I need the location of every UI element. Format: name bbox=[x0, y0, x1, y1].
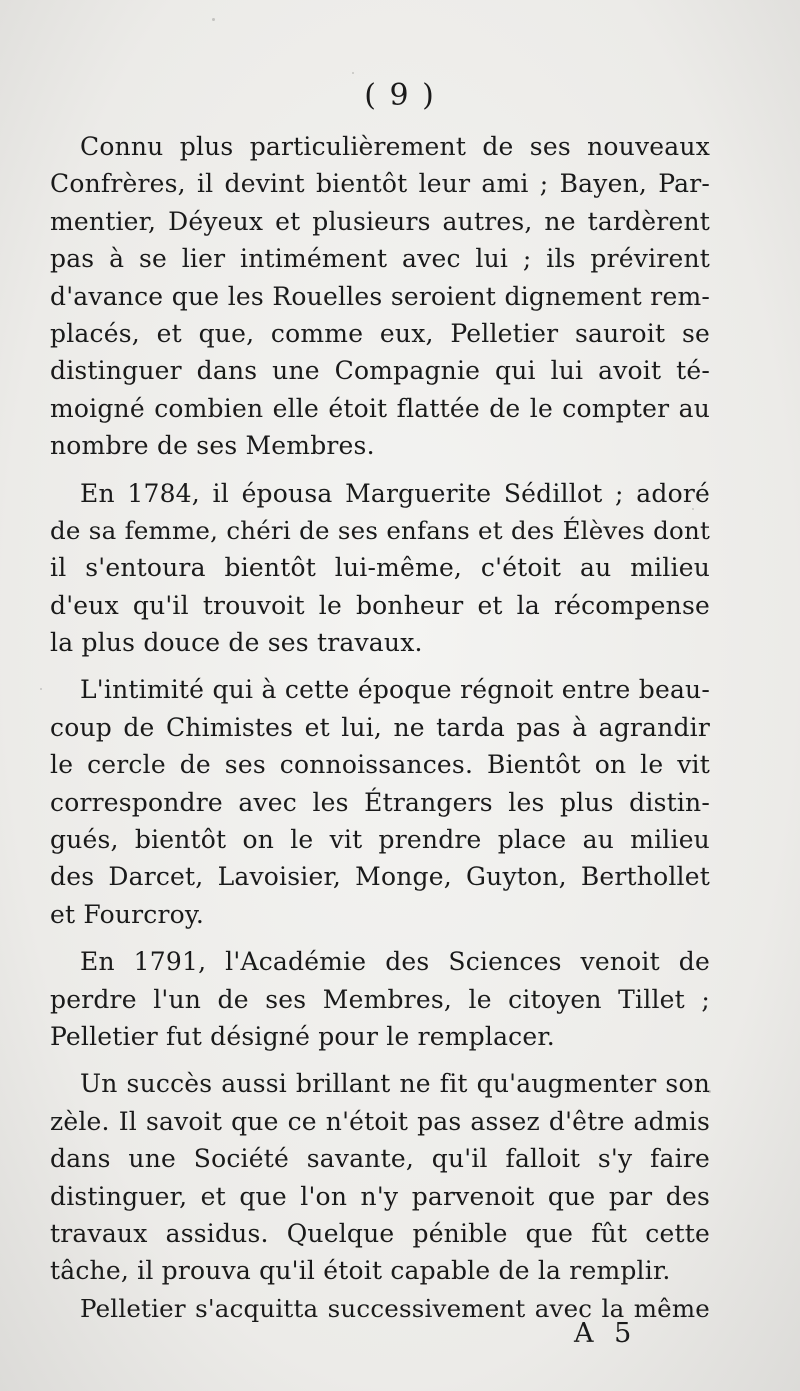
text-line: il s'entoura bientôt lui-même, c'étoit au milieu bbox=[50, 553, 710, 583]
signature-mark: A 5 bbox=[574, 1318, 638, 1349]
text-line: Confrères, il devint bientôt leur ami ; Bayen, Par- bbox=[50, 169, 710, 199]
body-text bbox=[50, 128, 710, 1327]
paper-speck bbox=[212, 18, 215, 21]
text-line: la plus douce de ses travaux. bbox=[50, 628, 423, 658]
text-line: gués, bientôt on le vit prendre place au milieu bbox=[50, 825, 710, 855]
text-line: distinguer, et que l'on n'y parvenoit que par des bbox=[50, 1181, 710, 1211]
text-line: perdre l'un de ses Membres, le citoyen Tillet ; bbox=[50, 984, 710, 1014]
text-line: placés, et que, comme eux, Pelletier sauroit se bbox=[50, 318, 710, 348]
paragraph bbox=[50, 943, 710, 1055]
text-line: Pelletier s'acquitta successivement avec la même bbox=[80, 1293, 710, 1323]
text-line: dans une Société savante, qu'il falloit s'y faire bbox=[50, 1144, 710, 1174]
text-line: le cercle de ses connoissances. Bientôt on le vit bbox=[50, 750, 710, 780]
paper-speck bbox=[352, 72, 354, 74]
text-line: moigné combien elle étoit flattée de le compter au bbox=[50, 393, 710, 423]
text-line: travaux assidus. Quelque pénible que fût cette bbox=[50, 1218, 710, 1248]
text-line: En 1784, il épousa Marguerite Sédillot ; adoré bbox=[80, 478, 710, 508]
text-line: pas à se lier intimément avec lui ; ils prévirent bbox=[50, 244, 710, 274]
text-line: mentier, Déyeux et plusieurs autres, ne tardèrent bbox=[50, 206, 710, 236]
text-line: Un succès aussi brillant ne fit qu'augmenter son bbox=[80, 1069, 710, 1099]
text-line: et Fourcroy. bbox=[50, 899, 205, 929]
text-line: d'eux qu'il trouvoit le bonheur et la récompense bbox=[50, 590, 710, 620]
paragraph bbox=[50, 1065, 710, 1289]
text-line: L'intimité qui à cette époque régnoit entre beau- bbox=[80, 675, 710, 705]
paragraph bbox=[50, 475, 710, 662]
paper-speck bbox=[40, 688, 42, 690]
text-line: des Darcet, Lavoisier, Monge, Guyton, Berthollet bbox=[50, 862, 710, 892]
text-line: zèle. Il savoit que ce n'étoit pas assez d'être admis bbox=[50, 1106, 710, 1136]
text-line: correspondre avec les Étrangers les plus distin- bbox=[50, 787, 710, 817]
text-line: tâche, il prouva qu'il étoit capable de la remplir. bbox=[50, 1256, 671, 1286]
text-line: nombre de ses Membres. bbox=[50, 431, 375, 461]
paragraph bbox=[50, 128, 710, 465]
text-line: d'avance que les Rouelles seroient dignement rem- bbox=[50, 281, 710, 311]
text-line: de sa femme, chéri de ses enfans et des Élèves dont bbox=[50, 515, 710, 545]
text-line: En 1791, l'Académie des Sciences venoit de bbox=[80, 947, 710, 977]
text-line: Connu plus particulièrement de ses nouveaux bbox=[80, 132, 710, 161]
text-line: coup de Chimistes et lui, ne tarda pas à agrandir bbox=[50, 712, 710, 742]
page-number: ( 9 ) bbox=[364, 78, 436, 113]
paragraph bbox=[50, 671, 710, 933]
text-line: distinguer dans une Compagnie qui lui avoit té- bbox=[50, 356, 710, 386]
text-line: Pelletier fut désigné pour le remplacer. bbox=[50, 1021, 555, 1051]
